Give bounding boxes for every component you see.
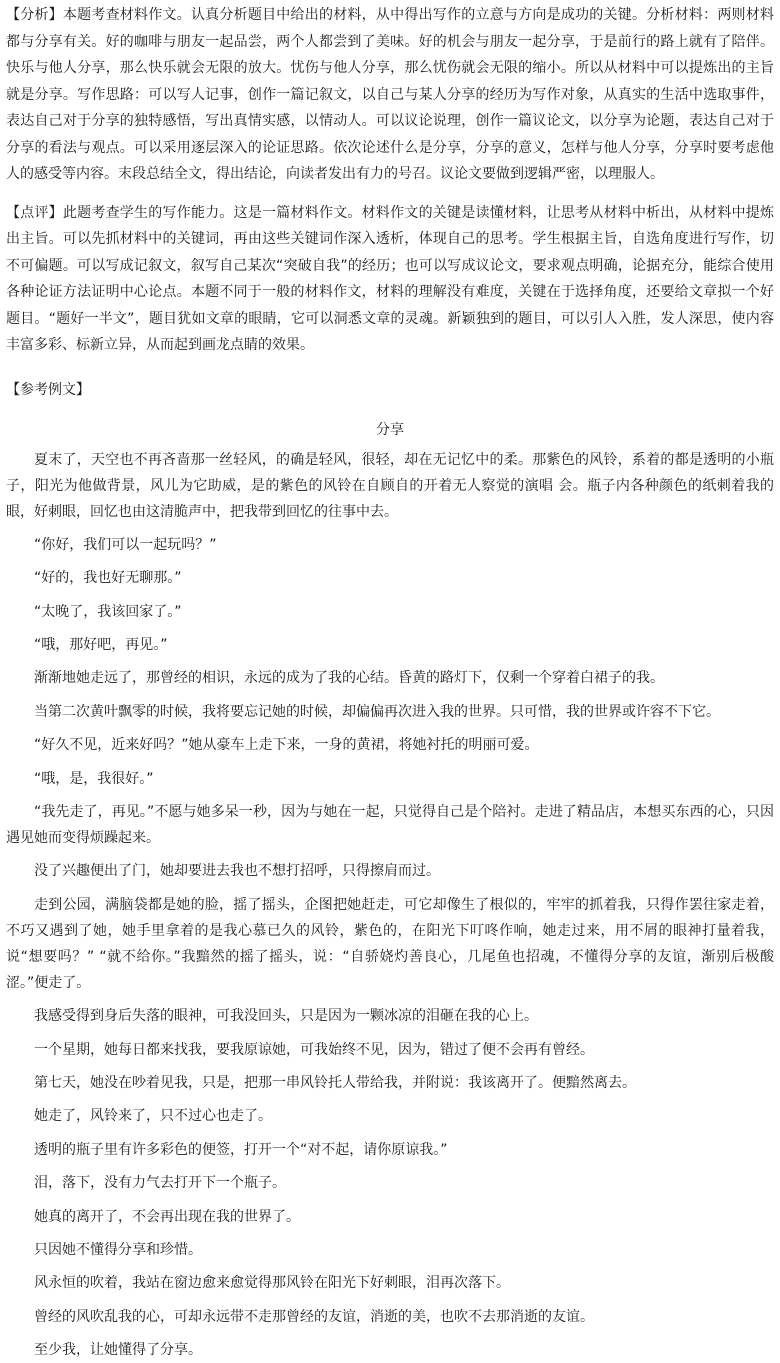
essay-paragraph: 她走了，风铃来了，只不过心也走了。	[6, 1103, 774, 1129]
essay-paragraph: “太晚了，我该回家了。”	[6, 599, 774, 625]
essay-paragraph: 走到公园，满脑袋都是她的脸，摇了摇头，企图把她赶走，可它却像生了根似的，牢牢的抓着我，只得作罢往家走着，不巧又遇到了她，她手里拿着的是我心慕已久的风铃，紫色的，在阳光下叮咚作响，她走过来，用不屑的眼神打量着我，说“想要吗？” “就不给你。”我黯然的摇了摇头，说：“自骄娆灼善良心，几尾鱼也招魂，不懂得分享的友谊，渐别后极酸涩。”便走了。	[6, 892, 774, 996]
essay-paragraph: 只因她不懂得分享和珍惜。	[6, 1237, 774, 1263]
essay-paragraph: 我感受得到身后失落的眼神，可我没回头，只是因为一颗冰凉的泪砸在我的心上。	[6, 1003, 774, 1029]
essay-paragraph: “哦，是，我很好。”	[6, 766, 774, 792]
essay-body	[6, 447, 774, 1363]
essay-paragraph: 当第二次黄叶飘零的时候，我将要忘记她的时候，却偏偏再次进入我的世界。只可惜，我的世界或许容不下它。	[6, 699, 774, 725]
essay-paragraph: 没了兴趣便出了门，她却要进去我也不想打招呼，只得擦肩而过。	[6, 858, 774, 884]
essay-paragraph: 她真的离开了，不会再出现在我的世界了。	[6, 1204, 774, 1230]
essay-paragraph: 第七天，她没在吵着见我，只是，把那一串风铃托人带给我，并附说：我该离开了。便黯然离去。	[6, 1070, 774, 1096]
essay-paragraph: “我先走了，再见。”不愿与她多呆一秒，因为与她在一起，只觉得自己是个陪衬。走进了精品店，本想买东西的心，只因遇见她而变得烦躁起来。	[6, 799, 774, 851]
essay-paragraph: 一个星期，她每日都来找我，要我原谅她，可我始终不见，因为，错过了便不会再有曾经。	[6, 1037, 774, 1063]
essay-paragraph: 泪，落下，没有力气去打开下一个瓶子。	[6, 1170, 774, 1196]
essay-paragraph: 风永恒的吹着，我站在窗边愈来愈觉得那风铃在阳光下好刺眼，泪再次落下。	[6, 1270, 774, 1296]
review-text: 【点评】此题考查学生的写作能力。这是一篇材料作文。材料作文的关键是读懂材料，让思考从材料中析出，从材料中提炼出主旨。可以先抓材料中的关键词，再由这些关键词作深入透析，体现自己的思考。学生根据主旨，自选角度进行写作，切不可偏题。可以写成记叙文，叙写自己某次“突破自我”的经历；也可以写成议论文，要求观点明确，论据充分，能综合使用各种论证方法证明中心论点。本题不同于一般的材料作文，材料的理解没有难度，关键在于选择角度，还要给文章拟一个好题目。“题好一半文”，题目犹如文章的眼睛，它可以洞悉文章的灵魂。新颖独到的题目，可以引人入胜，发人深思，使内容丰富多彩、标新立异，从而起到画龙点睛的效果。	[6, 200, 774, 359]
essay-paragraph: “好的，我也好无聊那。”	[6, 565, 774, 591]
essay-paragraph: “哦，那好吧，再见。”	[6, 632, 774, 658]
essay-paragraph: 曾经的风吹乱我的心，可却永远带不走那曾经的友谊，消逝的美，也吹不去那消逝的友谊。	[6, 1304, 774, 1330]
analysis-section	[6, 2, 774, 188]
essay-paragraph: “你好，我们可以一起玩吗？”	[6, 532, 774, 558]
essay-paragraph: “好久不见，近来好吗？”她从豪车上走下来，一身的黄裙，将她衬托的明丽可爱。	[6, 732, 774, 758]
review-section	[6, 200, 774, 359]
reference-heading: 【参考例文】	[6, 377, 774, 403]
essay-title: 分享	[6, 417, 774, 443]
analysis-text: 【分析】本题考查材料作文。认真分析题目中给出的材料，从中得出写作的立意与方向是成功的关键。分析材料：两则材料都与分享有关。好的咖啡与朋友一起品尝，两个人都尝到了美味。好的机会与朋友一起分享，于是前行的路上就有了陪伴。快乐与他人分享，那么快乐就会无限的放大。忧伤与他人分享，那么忧伤就会无限的缩小。所以从材料中可以提炼出的主旨就是分享。写作思路：可以写人记事，创作一篇记叙文，以自己与某人分享的经历为写作对象，从真实的生活中选取事件，表达自己对于分享的独特感悟，写出真情实感，以情动人。可以议论说理，创作一篇议论文，以分享为论题，表达自己对于分享的看法与观点。可以采用逐层深入的论证思路。依次论述什么是分享，分享的意义，怎样与他人分享，分享时要考虑他人的感受等内容。末段总结全文，得出结论，向读者发出有力的号召。议论文要做到逻辑严密，以理服人。	[6, 2, 774, 188]
essay-paragraph: 夏末了，天空也不再吝啬那一丝轻风，的确是轻风，很轻，却在无记忆中的柔。那紫色的风铃，系着的都是透明的小瓶子，阳光为他做背景，风儿为它助威，是的紫色的风铃在自顾自的开着无人察觉的演唱 会。瓶子内各种颜色的纸刺着我的眼，好刺眼，回忆也由这清脆声中，把我带到回忆的往事中去。	[6, 447, 774, 525]
essay-paragraph: 透明的瓶子里有许多彩色的便签，打开一个“对不起，请你原谅我。”	[6, 1137, 774, 1163]
essay-paragraph: 至少我，让她懂得了分享。	[6, 1337, 774, 1363]
essay-paragraph: 渐渐地她走远了，那曾经的相识，永远的成为了我的心结。昏黄的路灯下，仅剩一个穿着白裙子的我。	[6, 665, 774, 691]
